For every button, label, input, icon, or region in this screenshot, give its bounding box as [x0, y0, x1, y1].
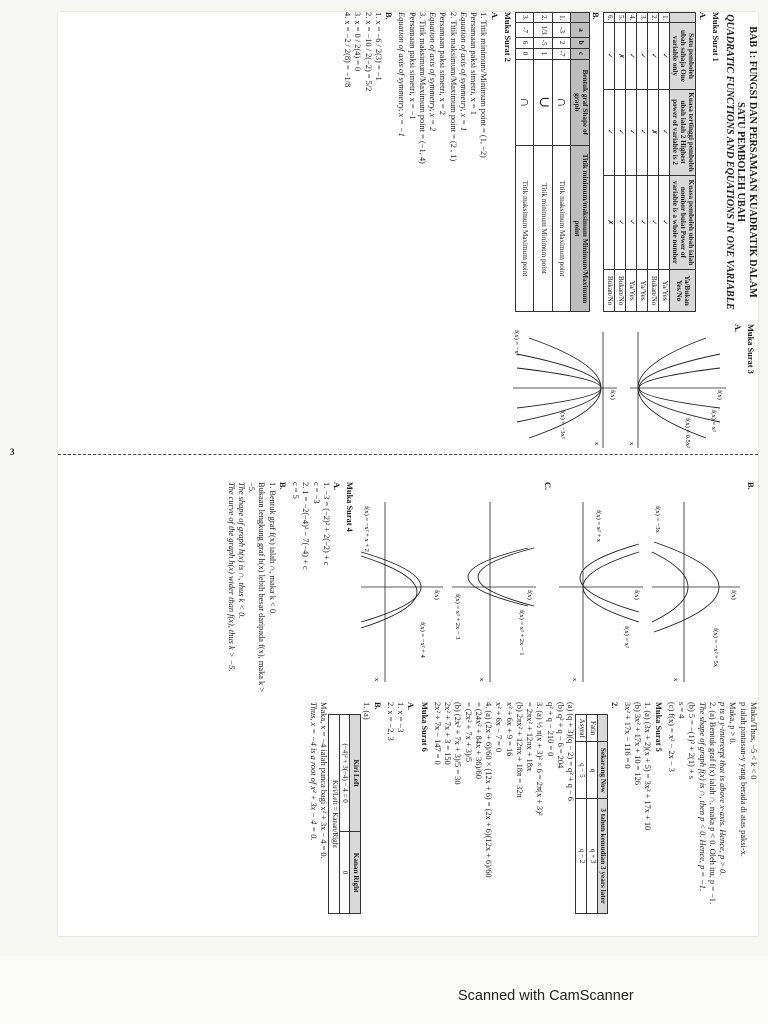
table-row: 6. ✓ ✓ ✗ Bukan/No — [604, 13, 615, 312]
curve-label: f(x) = 0.5x² — [684, 418, 692, 448]
svg-text:x: x — [671, 678, 679, 682]
page-heading: Muka Surat 4 — [345, 482, 355, 532]
rotated-content — [58, 12, 758, 936]
table-row: 1. -3 2 -7 ∩ Titik maksimum Maximum point — [552, 13, 570, 312]
curve-label: f(x) = −x² — [513, 330, 521, 356]
svg-text:f(x): f(x) — [526, 590, 534, 600]
table-row: 1. ✓ ✓ ✓ Ya/Yes — [658, 13, 669, 312]
table-row: 4. ✓ ✓ ✓ Ya/Yes — [625, 13, 636, 312]
column-4: Maka/Thus, −5 < k < 0 p ialah pintasan-y yang berada di atas paksi-x. Maka, p > 0. p is a y-intercept that is above x-axis. Hence, p > 0. 2. (a) Bentuk graf f(x) ialah ∩, maka p < 0. Oleh itu, p = −1. The shape of graph f(x) is ∩, then p < 0. Hence, p = −1. (b) 5 = −(1)² + 2(1) + s s = 4 (c) f(x) = x² − 2x − 3 Muka Surat 5 1. (a) (3x + 2)(x + 5) = 3x² + 17x + 10 (b) 3x² + 17x + 10 = 126 3x² + 17x − 116 = 0 2. Sekarang Now 3 tahun kemudian 3 years later Fatin q q + 3 Asyraf q − 5 q − 2 (a) (q + 3)(q − 2) = q² + q − 6 (b) q² + q − 6 = 204 q² + q − 210 = 0 3. (a) ½ π(x + 3)² × 6 = 2π(x + 3)² = 2πx² + 12πx + 18π (b) 2πx² + 12πx + 18π = 32π x² + 6x + 9 = 16 x² + 6x − 7 = 0 4. (a) (2x + 6)/60 × (12x + 6) = (2x + 6)(12x + 6)/60 = (24x² + 84x + 36)/60 = (2x² + 7x + 3)/5 (b) (2x² + 7x + 3)/5 = 30 2x² + 7x + 3 = 150 2x² + 7x − 147 = 0 Muka Surat 6 A. 1. x = −3 2. x = −2, 3 B. 1. (a) Kiri Left Kanan Right (−4)² + 3(−4) − 4 = 0 0 Kiri/Left = Kanan/Right Maka, x = −4 ialah punca bagi x² + 3x − 4 = 0. Thus, x = −4 is a root of x² + 3x − 4 = 0. — [58, 702, 758, 936]
svg-text:f(x): f(x) — [729, 590, 737, 600]
curve-label: f(x) = −3x² — [559, 410, 567, 439]
svg-text:f(x) = −x² + 5x: f(x) = −x² + 5x — [711, 628, 719, 667]
title-line-1: BAB 1: FUNGSI DAN PERSAMAAN KUADRATIK DALAM SATU PEMBOLEH UBAH — [735, 26, 758, 298]
svg-text:f(x) = x² + 2x − 1: f(x) = x² + 2x − 1 — [518, 610, 526, 656]
section-b: B. — [591, 12, 601, 20]
page-heading: Muka Surat 3 — [746, 324, 755, 374]
table-row: Kiri/Left = Kanan/Right — [328, 715, 339, 914]
table-row: 5. ✗ ✓ ✓ Bukan/No — [614, 13, 625, 312]
svg-text:f(x) = −x² + 4: f(x) = −x² + 4 — [419, 622, 427, 658]
page-heading: Muka Surat 6 — [419, 702, 429, 752]
axis-label: x — [628, 442, 636, 446]
page-heading: Muka Surat 1 — [710, 12, 720, 62]
table-row: Asyraf q − 5 q − 2 — [576, 715, 587, 914]
svg-text:x: x — [373, 678, 381, 682]
table-row: Fatin q q + 3 — [586, 715, 597, 914]
table-row: (−4)² + 3(−4) − 4 = 0 0 — [339, 715, 350, 914]
svg-text:f(x) = −3x: f(x) = −3x — [653, 506, 661, 533]
axis-label: f(x) — [716, 390, 724, 400]
table-quadratic-check — [603, 12, 696, 312]
svg-text:x: x — [570, 678, 578, 682]
column-3: B. f(x) f(x) = −3x f(x) = −x² + 5x x f(x) f(x) = x² f(x) = x² + x x C. f(x) f(x) = x² + 2x − 1 f(x) = x² + 2x − 3 x f(x) f(x) = −x² + 4 f(x) = −x² + x + 2 x Muka Surat 4 A. 1. −3 = (−2)² + 2(−2) + c c = −3 2. 1 = −2(−4)² − 7(−4) + c c = 5 B. 1. Bentuk graf f(x) ialah ∩, maka k < 0. Bukaan lengkung graf h(x) lebih besar daripada f(x), maka k > −5. The shape of graph h(x) is ∩, thus k < 0. The curve of the graph h(x) wider than f(x), thus k > −5. — [58, 482, 758, 697]
column-1: BAB 1: FUNGSI DAN PERSAMAAN KUADRATIK DALAM SATU PEMBOLEH UBAH QUADRATIC FUNCTIONS AND EQUATIONS IN ONE VARIABLE Muka Surat 1 A. Satu pemboleh ubah sahaja One variable only Kuasa tertinggi pemboleh ubah ialah 2 Highest power of variable is 2 Kuasa pemboleh ubah ialah nombor bulat Power of variable is a whole number Ya/Bukan Yes/No 1. ✓ ✓ ✓ Ya/Yes 2. ✓ ✗ ✓ Bukan/No 3. ✓ ✓ ✓ Ya/Yes 4. ✓ ✓ ✓ Ya/Yes 5. ✗ ✓ ✓ Bukan/No 6. ✓ ✓ ✗ Bukan/No B. a b c Bentuk graf Shape of graph Titik minimum/maksimum Minimum/Maximum point 1. -3 2 -7 ∩ Titik maksimum Maximum point 2. 1/3 -5 1 ∪ Titik minimum Minimum point 3. -7 6 0 ∩ Titik maksimum Maximum point Muka Surat 2 A. 1. Titik minimum/Minimum point = (1, −2) Persamaan paksi simetri, x = 1 Equation of axis of symmetry, x = 1 2. Titik maksimum/Maximum point = (2 , 1) Persamaan paksi simetri, x = 2 Equation of axis of symmetry, x = 2 3. Titik maksimum/Maximum point = (−1, 4) Persamaan paksi simetri, x = −1 Equation of axis of symmetry, x = −1 B. 1. x = −6 / 2(3) = −1 2. x = −10 / 2(−2) = 5/2 3. x = 0 / 2(4) = 0 4. x = −2 / 2(8) = −1/8 — [58, 12, 758, 312]
page-heading: Muka Surat 5 — [653, 702, 663, 752]
scanner-watermark: Scanned with CamScanner — [458, 988, 634, 1004]
curve-label: f(x) = x² — [710, 410, 718, 432]
table-row: 2. ✓ ✗ ✓ Bukan/No — [647, 13, 658, 312]
table-header: Satu pemboleh ubah sahaja One variable only — [669, 23, 696, 89]
table-header: Ya/Bukan Yes/No — [669, 270, 696, 312]
graph-b1 — [648, 482, 744, 692]
page-divider — [58, 454, 758, 455]
svg-text:f(x): f(x) — [433, 590, 441, 600]
graph-downward-parabolas — [510, 324, 622, 452]
svg-text:f(x): f(x) — [632, 590, 640, 600]
axis-label: f(x) — [609, 390, 617, 400]
section-a: A. — [697, 12, 707, 21]
axis-label: x — [593, 442, 601, 446]
ms2-b-list: 1. x = −6 / 2(3) = −1 2. x = −10 / 2(−2) = 5/2 3. x = 0 / 2(4) = 0 4. x = −2 / 2(8) = −1/8 — [343, 12, 383, 92]
table-row: 3. ✓ ✓ ✓ Ya/Yes — [636, 13, 647, 312]
column-2: Muka Surat 3 A. f(x) f(x) = x² f(x) = 0.5x² x f(x) f(x) = −x² f(x) = −3x² x — [58, 324, 758, 454]
graph-upward-parabolas — [623, 324, 731, 452]
svg-text:f(x) = x²: f(x) = x² — [622, 626, 630, 648]
table-header: Kuasa tertinggi pemboleh ubah ialah 2 Highest power of variable is 2 — [669, 89, 696, 175]
ms2-a-list: 1. Titik minimum/Minimum point = (1, −2) Persamaan paksi simetri, x = 1 Equation of axis of symmetry, x = 1 2. Titik maksimum/Maximum point = (2 , 1) Persamaan paksi simetri, x = 2 Equation of axis of symmetry, x = 2 3. Titik maksimum/Maximum point = (−1, 4) Persamaan paksi simetri, x = −1 Equation of axis of symmetry, x = −1 — [397, 12, 489, 164]
table-graph-shape: a b c Bentuk graf Shape of graph Titik minimum/maksimum Minimum/Maximum point 1. -3 2 -7 ∩ Titik maksimum Maximum point 2. 1/3 -5 1 ∪ Titik minimum Minimum point 3. -7 6 0 ∩ Titik maksimum Maximum point — [515, 12, 590, 312]
table-ages: Sekarang Now 3 tahun kemudian 3 years later Fatin q q + 3 Asyraf q − 5 q − 2 — [575, 714, 608, 914]
table-root-check: Kiri Left Kanan Right (−4)² + 3(−4) − 4 = 0 0 Kiri/Left = Kanan/Right — [328, 714, 361, 914]
page-number: 3 — [10, 447, 15, 457]
table-row: 3. -7 6 0 ∩ Titik maksimum Maximum point — [515, 13, 533, 312]
table-row: 2. 1/3 -5 1 ∪ Titik minimum Minimum point — [534, 13, 552, 312]
page-heading: Muka Surat 2 — [502, 12, 512, 62]
table-header: Kuasa pemboleh ubah ialah nombor bulat Power of variable is a whole number — [669, 175, 696, 270]
svg-text:x: x — [478, 678, 486, 682]
graph-c1 — [449, 482, 541, 692]
chapter-title — [723, 12, 758, 312]
title-line-2: QUADRATIC FUNCTIONS AND EQUATIONS IN ONE VARIABLE — [723, 14, 735, 310]
svg-text:f(x) = −x² + x + 2: f(x) = −x² + x + 2 — [363, 506, 371, 552]
svg-text:f(x) = x² + 2x − 3: f(x) = x² + 2x − 3 — [454, 594, 462, 640]
graph-c2 — [358, 482, 448, 692]
svg-text:f(x) = x² + x: f(x) = x² + x — [594, 510, 602, 543]
graph-b2 — [555, 482, 647, 692]
